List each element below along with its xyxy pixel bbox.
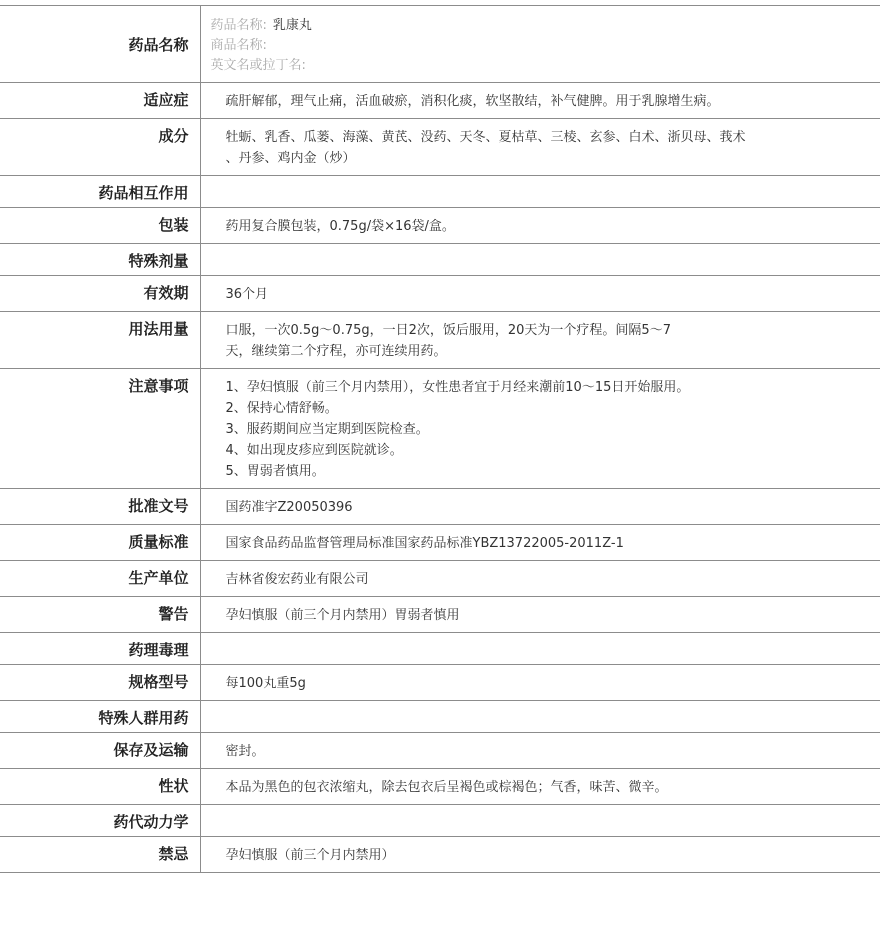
spec-value-line: 国药准字Z20050396 <box>225 500 353 515</box>
spec-row-value <box>200 805 880 837</box>
spec-row <box>0 633 880 665</box>
spec-value-line: 牡蛎、乳香、瓜蒌、海藻、黄芪、没药、天冬、夏枯草、三棱、玄参、白术、浙贝母、莪术 <box>225 130 746 145</box>
generic-name-line <box>211 16 880 36</box>
generic-name-label: 药品名称: <box>210 18 267 33</box>
spec-row-label: 药品相互作用 <box>0 176 200 208</box>
spec-value-line: 药用复合膜包装，0.75g/袋×16袋/盒。 <box>225 219 455 234</box>
spec-value-line: 36个月 <box>225 287 269 302</box>
spec-row-value <box>200 119 880 176</box>
spec-value-line: 2、保持心情舒畅。 <box>225 401 338 416</box>
spec-value-line: 本品为黑色的包衣浓缩丸，除去包衣后呈褐色或棕褐色；气香，味苦、微辛。 <box>225 780 668 795</box>
spec-row <box>0 733 880 769</box>
spec-value-line: 吉林省俊宏药业有限公司 <box>225 572 369 587</box>
spec-row-value <box>200 837 880 873</box>
spec-row-label: 质量标准 <box>0 525 200 561</box>
spec-row-label: 规格型号 <box>0 665 200 701</box>
spec-row <box>0 208 880 244</box>
spec-row <box>0 561 880 597</box>
row-label-drug-name: 药品名称 <box>0 6 200 83</box>
spec-value-line: 密封。 <box>225 744 265 759</box>
spec-value-line: 、丹参、鸡内金（炒） <box>225 151 356 166</box>
row-drug-name <box>0 6 880 83</box>
spec-row-value <box>200 769 880 805</box>
spec-row-label: 特殊人群用药 <box>0 701 200 733</box>
spec-row <box>0 244 880 276</box>
spec-row-value <box>200 701 880 733</box>
spec-row-label: 适应症 <box>0 83 200 119</box>
spec-row-label: 批准文号 <box>0 489 200 525</box>
spec-value-line: 国家食品药品监督管理局标准国家药品标准YBZ13722005-2011Z-1 <box>225 536 624 551</box>
spec-row-value <box>200 733 880 769</box>
drug-spec-body <box>0 6 880 873</box>
spec-value-line: 口服，一次0.5g～0.75g，一日2次，饭后服用，20天为一个疗程。间隔5～7 <box>225 323 671 338</box>
trade-name-label: 商品名称: <box>210 38 267 53</box>
spec-row <box>0 769 880 805</box>
spec-value-line: 疏肝解郁，理气止痛，活血破瘀，消积化痰，软坚散结，补气健脾。用于乳腺增生病。 <box>225 94 720 109</box>
spec-row-label: 药代动力学 <box>0 805 200 837</box>
spec-row <box>0 83 880 119</box>
spec-row-value <box>200 208 880 244</box>
spec-row-label: 注意事项 <box>0 369 200 489</box>
spec-row-value <box>200 633 880 665</box>
spec-row <box>0 176 880 208</box>
spec-value-line: 天，继续第二个疗程，亦可连续用药。 <box>225 344 447 359</box>
spec-value-line: 每100丸重5g <box>225 676 306 691</box>
spec-row <box>0 805 880 837</box>
spec-row-label: 用法用量 <box>0 312 200 369</box>
spec-row-value <box>200 525 880 561</box>
spec-row <box>0 312 880 369</box>
spec-row-value <box>200 561 880 597</box>
trade-name-line <box>211 36 880 56</box>
spec-row <box>0 369 880 489</box>
english-name-line <box>211 56 880 76</box>
spec-value-line: 孕妇慎服（前三个月内禁用） <box>225 848 395 863</box>
spec-row <box>0 276 880 312</box>
spec-row-value <box>200 489 880 525</box>
spec-row-value <box>200 665 880 701</box>
spec-row-label: 包装 <box>0 208 200 244</box>
spec-row <box>0 489 880 525</box>
spec-row-label: 禁忌 <box>0 837 200 873</box>
drug-name-cell <box>200 6 880 83</box>
spec-row-value <box>200 369 880 489</box>
spec-row-label: 性状 <box>0 769 200 805</box>
spec-row <box>0 525 880 561</box>
spec-value-line: 孕妇慎服（前三个月内禁用）胃弱者慎用 <box>225 608 460 623</box>
spec-row-label: 保存及运输 <box>0 733 200 769</box>
spec-row <box>0 665 880 701</box>
spec-value-line: 4、如出现皮疹应到医院就诊。 <box>225 443 403 458</box>
spec-row-value <box>200 83 880 119</box>
spec-row <box>0 701 880 733</box>
spec-value-line: 5、胃弱者慎用。 <box>225 464 325 479</box>
spec-row <box>0 837 880 873</box>
generic-name-value: 乳康丸 <box>272 18 312 33</box>
spec-row-label: 有效期 <box>0 276 200 312</box>
english-name-label: 英文名或拉丁名: <box>210 58 306 73</box>
spec-value-line: 3、服药期间应当定期到医院检查。 <box>225 422 429 437</box>
spec-value-line: 1、孕妇慎服（前三个月内禁用），女性患者宜于月经来潮前10～15日开始服用。 <box>225 380 690 395</box>
spec-row-value <box>200 312 880 369</box>
drug-spec-table <box>0 5 880 873</box>
spec-row <box>0 119 880 176</box>
spec-row <box>0 597 880 633</box>
spec-row-label: 警告 <box>0 597 200 633</box>
spec-row-label: 药理毒理 <box>0 633 200 665</box>
spec-row-value <box>200 597 880 633</box>
spec-row-value <box>200 244 880 276</box>
spec-row-label: 成分 <box>0 119 200 176</box>
spec-row-label: 特殊剂量 <box>0 244 200 276</box>
spec-row-value <box>200 276 880 312</box>
spec-row-label: 生产单位 <box>0 561 200 597</box>
spec-row-value <box>200 176 880 208</box>
